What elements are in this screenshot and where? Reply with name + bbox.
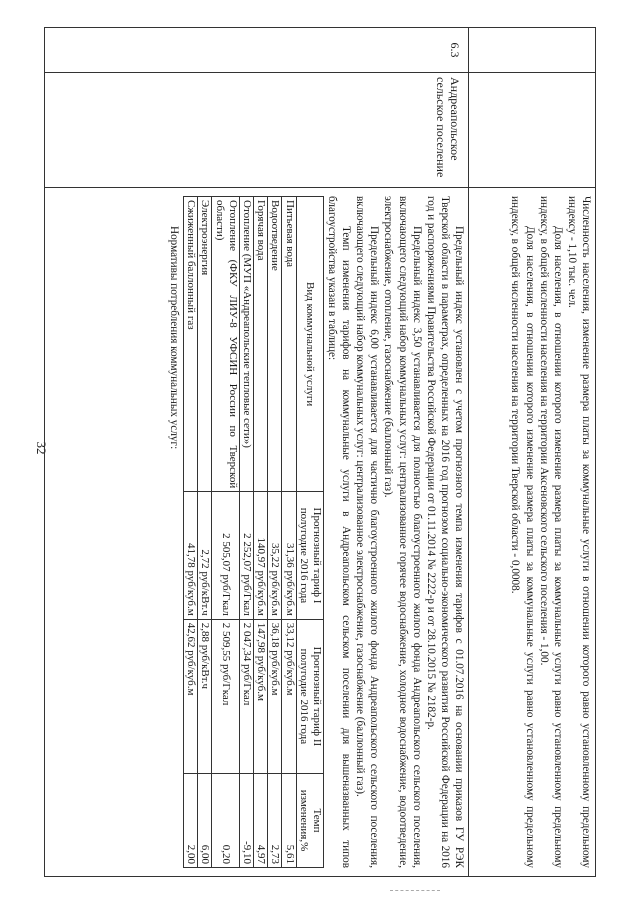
tariff-h1: 2 505,07 руб/Гкал	[212, 492, 239, 619]
service-name: Горячая вода	[254, 197, 268, 492]
intro-paragraph-2: Доля населения, в отношении которого изменение размера платы за коммунальные услуги равно установленному предельному индексу, в общей численности населения на территории Аксеновского сельского поселения - 1,00.	[537, 196, 564, 868]
table-row	[239, 197, 253, 868]
service-name: Отопление (МУП «Андреапольские тепловые сети»)	[239, 197, 253, 492]
table-row-continued	[469, 28, 596, 877]
intro-paragraph-3: Доля населения, в отношении которого изменение размера платы за коммунальные услуги равно установленному предельному индексу, в общей численности населения на территории Тверской области - 0,0008.	[509, 196, 536, 868]
header-service: Вид коммунальной услуги	[296, 197, 323, 492]
service-name: Сжиженный баллонный газ	[184, 197, 198, 492]
document-table	[44, 27, 596, 877]
header-change-rate: Темп изменения,%	[296, 774, 323, 868]
service-name: Питьевая вода	[282, 197, 296, 492]
settlement-name: Андреапольское сельское поселение	[45, 73, 469, 188]
rotated-landscape-page	[44, 27, 596, 877]
change-rate: -9,10	[239, 774, 253, 868]
tariff-h2: 147,98 руб/куб.м	[254, 619, 268, 773]
service-name: Отопление (ФКУ ЛИУ-8 УФСИН России по Тверской области)	[212, 197, 239, 492]
paragraph-norms: Нормативы потребления коммунальных услуг:	[168, 226, 181, 450]
service-name: Водоотведение	[268, 197, 282, 492]
row-number: 6.3	[45, 28, 469, 73]
paragraph-partial-amenities: Предельный индекс 6,00 устанавливается для частично благоустроенного жилого фонда Андреапольского сельского поселения, включающего следующий набор коммунальных услуг: централизованное электроснабжение, газоснабжение (баллонный газ).	[354, 196, 381, 868]
scan-artifact-divider	[390, 890, 440, 893]
tariff-h1: 41,78 руб/куб.м	[184, 492, 198, 619]
change-rate: 2,73	[268, 774, 282, 868]
header-tariff-h1: Прогнозный тариф I полугодие 2016 года	[296, 492, 323, 619]
tariff-h2: 33,12 руб/куб.м	[282, 619, 296, 773]
intro-cell	[469, 188, 596, 877]
change-rate: 4,97	[254, 774, 268, 868]
paragraph-index-basis: Предельный индекс установлен с учетом прогнозного темпа изменения тарифов с 01.07.2016 на основании приказов ГУ РЭК Тверской области в параметрах, определенных на 2016 год прогнозом социально-экономического развития Российской Федерации на 2016 год и распоряжениями Правительства Российской Федерации от 01.11.2014 № 2222-р и от 28.10.2015 № 2182-р.	[424, 196, 466, 868]
tariff-table	[183, 196, 324, 868]
table-row	[212, 197, 239, 868]
settlement-body	[45, 188, 469, 877]
tariff-h2: 2,88 руб/кВт.ч	[198, 619, 212, 773]
change-rate: 0,20	[212, 774, 239, 868]
tariff-h2: 2 509,55 руб/Гкал	[212, 619, 239, 773]
tariff-h1: 140,97 руб/куб.м	[254, 492, 268, 619]
tariff-h1: 2,72 руб/кВт.ч	[198, 492, 212, 619]
row-number-empty	[469, 28, 596, 73]
change-rate: 5,61	[282, 774, 296, 868]
table-row	[254, 197, 268, 868]
paragraph-full-amenities: Предельный индекс 3,50 устанавливается для полностью благоустроенного жилого фонда Андреапольского сельского поселения, включающего следующий набор коммунальных услуг: централизованное горячее водоснабжение, холодное водоснабжение, водоотведение, электроснабжение, отопление, газоснабжение (баллонный газ).	[382, 196, 423, 868]
header-tariff-h2: Прогнозный тариф II полугодие 2016 года	[296, 619, 323, 773]
table-row	[198, 197, 212, 868]
change-rate: 2,00	[184, 774, 198, 868]
tariff-h2: 42,62 руб/куб.м	[184, 619, 198, 773]
tariff-h1: 2 252,07 руб/Гкал	[239, 492, 253, 619]
service-name: Электроэнергия	[198, 197, 212, 492]
tariff-table-header	[296, 197, 323, 868]
table-row	[282, 197, 296, 868]
intro-paragraph-1: Численность населения, изменение размера платы за коммунальные услуги в отношении которого равно установленному предельному индексу - 1,10 тыс. чел.	[565, 196, 592, 868]
change-rate: 6,00	[198, 774, 212, 868]
tariff-h2: 36,18 руб/куб.м	[268, 619, 282, 773]
table-row	[184, 197, 198, 868]
row-name-empty	[469, 73, 596, 188]
paragraph-table-intro: Темп изменения тарифов на коммунальные услуги в Андреапольском сельском поселении для вышеназванных типов благоустройства указан в таблице:	[326, 196, 353, 868]
tariff-h2: 2 047,34 руб/Гкал	[239, 619, 253, 773]
table-row-andreapol	[45, 28, 469, 877]
tariff-h1: 31,36 руб/куб.м	[282, 492, 296, 619]
page-number: 32	[34, 441, 49, 455]
tariff-h1: 35,22 руб/куб.м	[268, 492, 282, 619]
table-row	[268, 197, 282, 868]
